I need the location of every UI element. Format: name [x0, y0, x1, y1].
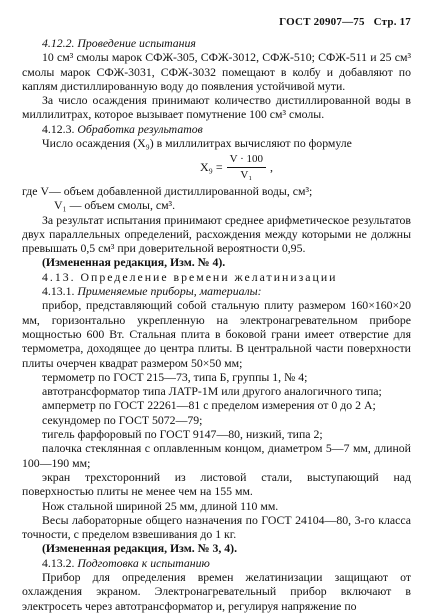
list-item-stopwatch: секундомер по ГОСТ 5072—79; [42, 412, 203, 427]
paragraph-4-12-2 [22, 36, 411, 50]
paragraph-formula-intro: Число осаждения (X₉) в миллилитрах вычисляют по формуле [42, 136, 352, 151]
paragraph-where-v1: V₁ — объем смолы, см³. [54, 198, 176, 213]
list-item-screen: экран трехсторонний из листовой стали, выступающий над поверхностью плиты не менее чем на 155 мм. [22, 469, 411, 499]
section-heading: Подготовка к испытанию [77, 555, 210, 570]
paragraph-4-13-2 [22, 556, 411, 570]
paragraph-device: прибор, представляющий собой стальную плиту размером 160×160×20 мм, горизонтально укрепленную на электронагревательном приборе мощностью 600 Вт. Стальная плита в боковой грани имеет отверстие для термометра, доходящее до центра плиты. В центральной части поверхности плиты очерчен квадрат размером 50×50 мм; [22, 298, 411, 370]
list-item-crucible: тигель фарфоровый по ГОСТ 9147—80, низкий, типа 2; [42, 427, 323, 442]
formula-numerator: V · 100 [227, 152, 266, 167]
formula-fraction [227, 152, 266, 182]
section-number: 4.13.1. [42, 284, 78, 299]
amendment-note: (Измененная редакция, Изм. № 4). [42, 255, 226, 270]
section-number: 4.12.3. [42, 121, 78, 136]
page-number: Стр. 17 [373, 16, 411, 28]
section-number: 4.13.2. [42, 555, 78, 570]
paragraph-4-13-1 [22, 284, 411, 298]
paragraph-procedure: 10 см³ смолы марок СФЖ-305, СФЖ-3012, СФЖ-510; СФЖ-511 и 25 см³ смолы марок СФЖ-3031, СФЖ-3032 помещают в колбу и добавляют по каплям дистиллированную воду до появления устойчивой мути. [22, 50, 411, 93]
formula-lhs: X₉ = [199, 160, 223, 175]
paragraph-precipitation-number: За число осаждения принимают количество дистиллированной воды в миллилитрах, которое вызывает помутнение 100 см³ смолы. [22, 93, 411, 122]
section-heading: Применяемые приборы, материалы: [77, 284, 262, 299]
page-header [22, 16, 411, 28]
list-item-autotransformer: автотрансформатор типа ЛАТР-1М или другого аналогичного типа; [42, 384, 382, 399]
list-item-thermometer: термометр по ГОСТ 215—73, типа Б, группы 1, № 4; [42, 369, 308, 384]
section-heading: Обработка результатов [77, 121, 203, 136]
document-body [22, 36, 411, 613]
paragraph-result: За результат испытания принимают среднее арифметическое результатов двух параллельных определений, расхождения между которыми не должны превышать 0,5 см³ при доверительной вероятности 0,95. [22, 212, 411, 256]
section-4-13-title: 4.13. Определение времени желатинизации [42, 269, 338, 284]
section-heading: 4.12.2. Проведение испытания [42, 36, 196, 50]
formula [62, 152, 411, 182]
amendment-note: (Измененная редакция, Изм. № 3, 4). [42, 541, 238, 556]
formula-denominator: V₁ [240, 168, 253, 181]
list-item-knife: Нож стальной шириной 25 мм, длиной 110 мм. [42, 498, 279, 513]
paragraph-4-12-3 [22, 122, 411, 136]
list-item-ammeter: амперметр по ГОСТ 22261—81 с пределом измерения от 0 до 2 А; [42, 398, 376, 413]
formula-tail: , [270, 160, 274, 175]
list-item-scales: Весы лабораторные общего назначения по ГОСТ 24104—80, 3-го класса точности, с пределом взвешивания до 1 кг. [22, 512, 411, 542]
gost-number: ГОСТ 20907—75 [279, 16, 365, 28]
paragraph-preparation: Прибор для определения времен желатинизации защищают от охлаждения экраном. Электронагревательный прибор включают в электросеть через автотрансформатор и, регулируя напряжение по [22, 569, 411, 613]
paragraph-where-v: где V— объем добавленной дистиллированной воды, см³; [22, 183, 313, 198]
list-item-glass-rod: палочка стеклянная с оплавленным концом, диаметром 5—7 мм, длиной 100—190 мм; [22, 441, 411, 470]
